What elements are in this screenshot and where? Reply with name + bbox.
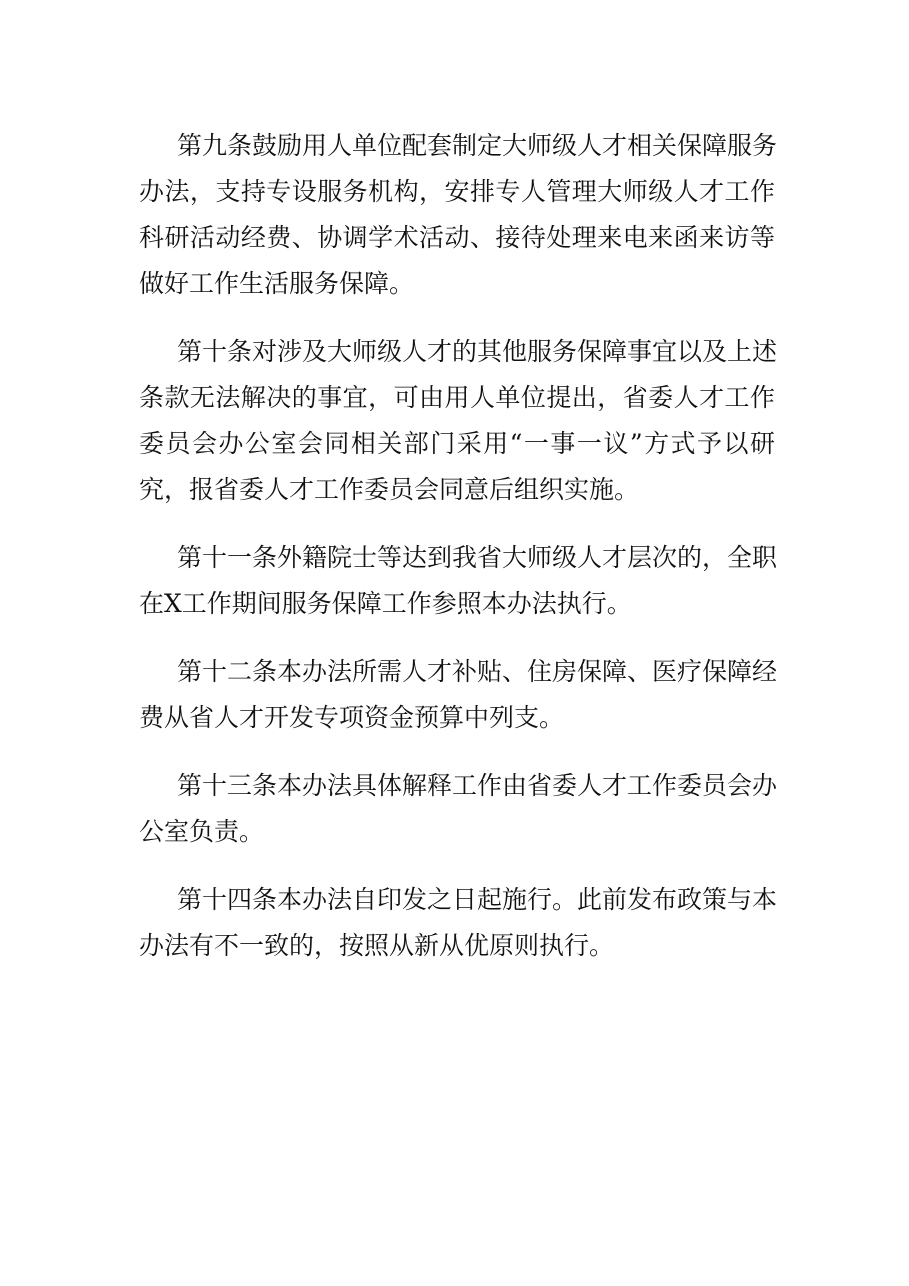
paragraph-line: 第十三条本办法具体解释工作由省委人才工作委员会办 [177, 771, 778, 800]
paragraph-line: 第十四条本办法自印发之日起施行。此前发布政策与本 [177, 885, 778, 914]
paragraph-line: 第十条对涉及大师级人才的其他服务保障事宜以及上述 [177, 337, 778, 366]
paragraph-line: 办法有不一致的，按照从新从优原则执行。 [139, 931, 615, 960]
article-14-paragraph [139, 877, 778, 969]
article-10-paragraph [139, 329, 778, 513]
article-12-paragraph [139, 649, 778, 741]
paragraph-line: 科研活动经费、协调学术活动、接待处理来电来函来访等 [139, 223, 775, 252]
paragraph-line: 费从省人才开发专项资金预算中列支。 [139, 703, 565, 732]
article-9-paragraph [139, 123, 778, 307]
paragraph-line: 第九条鼓励用人单位配套制定大师级人才相关保障服务 [177, 131, 778, 160]
paragraph-line: 第十二条本办法所需人才补贴、住房保障、医疗保障经 [177, 657, 778, 686]
paragraph-line: 做好工作生活服务保障。 [139, 269, 415, 298]
paragraph-line: 委员会办公室会同相关部门采用“一事一议”方式予以研 [139, 429, 775, 458]
paragraph-line: 办法，支持专设服务机构，安排专人管理大师级人才工作 [139, 177, 775, 206]
article-11-paragraph [139, 535, 778, 627]
paragraph-line: 第十一条外籍院士等达到我省大师级人才层次的，全职 [177, 543, 778, 572]
article-13-paragraph [139, 763, 778, 855]
document-body [139, 123, 778, 991]
paragraph-line: 公室负责。 [139, 817, 265, 846]
paragraph-line: 在X工作期间服务保障工作参照本办法执行。 [139, 589, 632, 618]
paragraph-line: 条款无法解决的事宜，可由用人单位提出，省委人才工作 [139, 383, 775, 412]
paragraph-line: 究，报省委人才工作委员会同意后组织实施。 [139, 475, 640, 504]
